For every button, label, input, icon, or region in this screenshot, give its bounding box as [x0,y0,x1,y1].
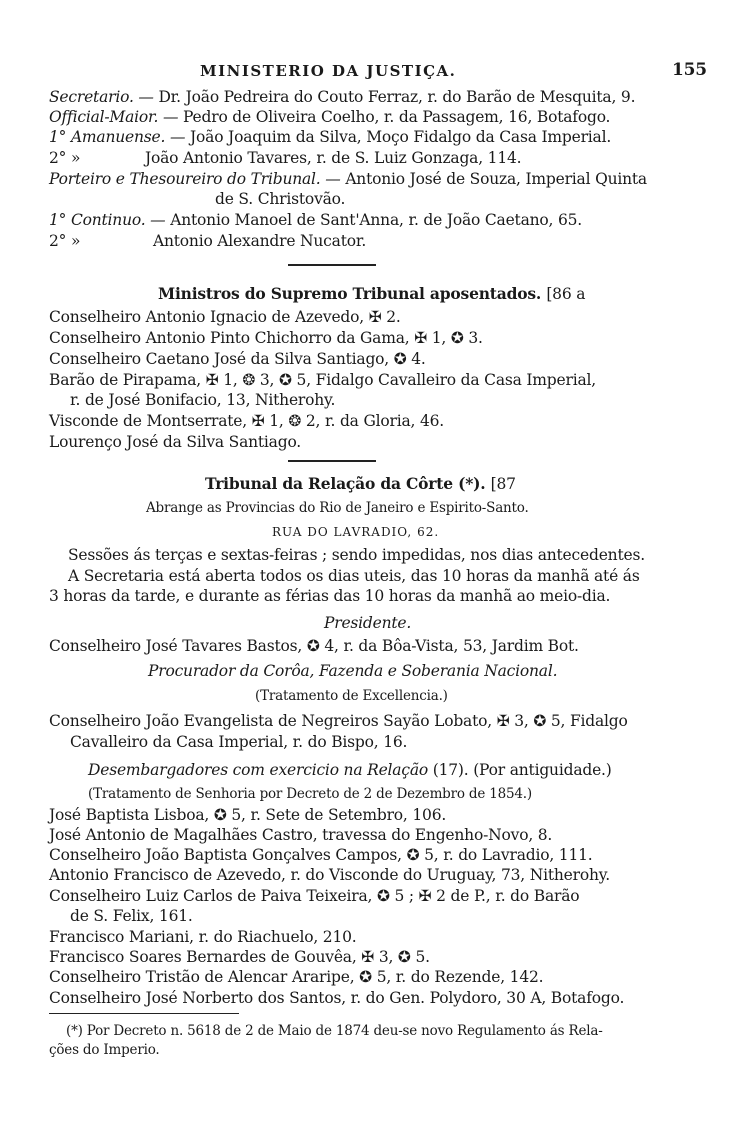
staff-entry: 1° Continuo. — Antonio Manoel de Sant'Anna, r. de João Caetano, 65. [49,211,583,229]
list-item: José Baptista Lisboa, ✪ 5, r. Sete de Setembro, 106. [49,806,447,824]
list-item: José Antonio de Magalhães Castro, travessa do Engenho-Novo, 8. [49,826,553,844]
footnote-divider [49,1013,239,1014]
list-item: Visconde de Montserrate, ✠ 1, ❂ 2, r. da Gloria, 46. [49,412,445,430]
list-item-continuation: r. de José Bonifacio, 13, Nitherohy. [70,391,336,409]
paragraph-line: 3 horas da tarde, e durante as férias das 10 horas da manhã ao meio-dia. [49,587,611,605]
section-title: Ministros do Supremo Tribunal aposentados. [86 a [158,284,586,303]
list-item: Barão de Pirapama, ✠ 1, ❂ 3, ✪ 5, Fidalgo Cavalleiro da Casa Imperial, [49,371,596,389]
tratamento-note: (Tratamento de Senhoria por Decreto de 2 de Dezembro de 1854.) [88,786,532,802]
list-item: Antonio Francisco de Azevedo, r. do Visconde do Uruguay, 73, Nitherohy. [49,866,611,884]
staff-entry: Secretario. — Dr. João Pedreira do Couto Ferraz, r. do Barão de Mesquita, 9. [49,88,636,106]
staff-entry: 2° » Antonio Alexandre Nucator. [49,232,367,250]
section-divider [288,264,376,266]
list-item: Conselheiro Antonio Ignacio de Azevedo, ✠ 2. [49,308,401,326]
presidente-entry: Conselheiro José Tavares Bastos, ✪ 4, r. da Bôa-Vista, 53, Jardim Bot. [49,637,579,655]
paragraph-line: Sessões ás terças e sextas-feiras ; sendo impedidas, nos dias antecedentes. [68,546,645,564]
staff-entry-continuation: de S. Christovão. [215,190,346,208]
list-item: Francisco Mariani, r. do Riachuelo, 210. [49,928,357,946]
list-item: Conselheiro Luiz Carlos de Paiva Teixeira, ✪ 5 ; ✠ 2 de P., r. do Barão [49,887,580,905]
list-item: Francisco Soares Bernardes de Gouvêa, ✠ 3, ✪ 5. [49,948,430,966]
list-item: Conselheiro José Norberto dos Santos, r. do Gen. Polydoro, 30 A, Botafogo. [49,989,625,1007]
page-number: 155 [672,60,707,80]
section-title: Tribunal da Relação da Côrte (*). [87 [205,474,516,493]
subheading-presidente: Presidente. [324,614,412,632]
list-item: Conselheiro João Baptista Gonçalves Campos, ✪ 5, r. do Lavradio, 111. [49,846,593,864]
staff-entry: Porteiro e Thesoureiro do Tribunal. — Antonio José de Souza, Imperial Quinta [49,170,647,188]
footnote-line: ções do Imperio. [49,1042,160,1058]
procurador-entry-continuation: Cavalleiro da Casa Imperial, r. do Bispo, 16. [70,733,408,751]
staff-entry: 1° Amanuense. — João Joaquim da Silva, Moço Fidalgo da Casa Imperial. [49,128,612,146]
running-header: MINISTERIO DA JUSTIÇA. [200,62,457,80]
list-item: Conselheiro Antonio Pinto Chichorro da Gama, ✠ 1, ✪ 3. [49,329,483,347]
list-item: Lourenço José da Silva Santiago. [49,433,302,451]
subheading-desembargadores: Desembargadores com exercicio na Relação (17). (Por antiguidade.) [88,761,612,779]
list-item: Conselheiro Tristão de Alencar Araripe, ✪ 5, r. do Rezende, 142. [49,968,544,986]
staff-entry: Official-Maior. — Pedro de Oliveira Coelho, r. da Passagem, 16, Botafogo. [49,108,611,126]
section-divider [288,460,376,462]
footnote-line: (*) Por Decreto n. 5618 de 2 de Maio de 1874 deu-se novo Regulamento ás Rela- [66,1023,603,1039]
section-subtitle: Abrange as Provincias do Rio de Janeiro e Espirito-Santo. [146,500,529,516]
list-item: Conselheiro Caetano José da Silva Santiago, ✪ 4. [49,350,426,368]
list-item-continuation: de S. Felix, 161. [70,907,193,925]
paragraph-line: A Secretaria está aberta todos os dias uteis, das 10 horas da manhã até ás [68,567,640,585]
tratamento-note: (Tratamento de Excellencia.) [255,688,448,704]
subheading-procurador: Procurador da Corôa, Fazenda e Soberania Nacional. [148,662,558,680]
staff-entry: 2° » João Antonio Tavares, r. de S. Luiz Gonzaga, 114. [49,149,522,167]
procurador-entry: Conselheiro João Evangelista de Negreiros Sayão Lobato, ✠ 3, ✪ 5, Fidalgo [49,712,628,730]
section-address: RUA DO LAVRADIO, 62. [272,525,440,539]
